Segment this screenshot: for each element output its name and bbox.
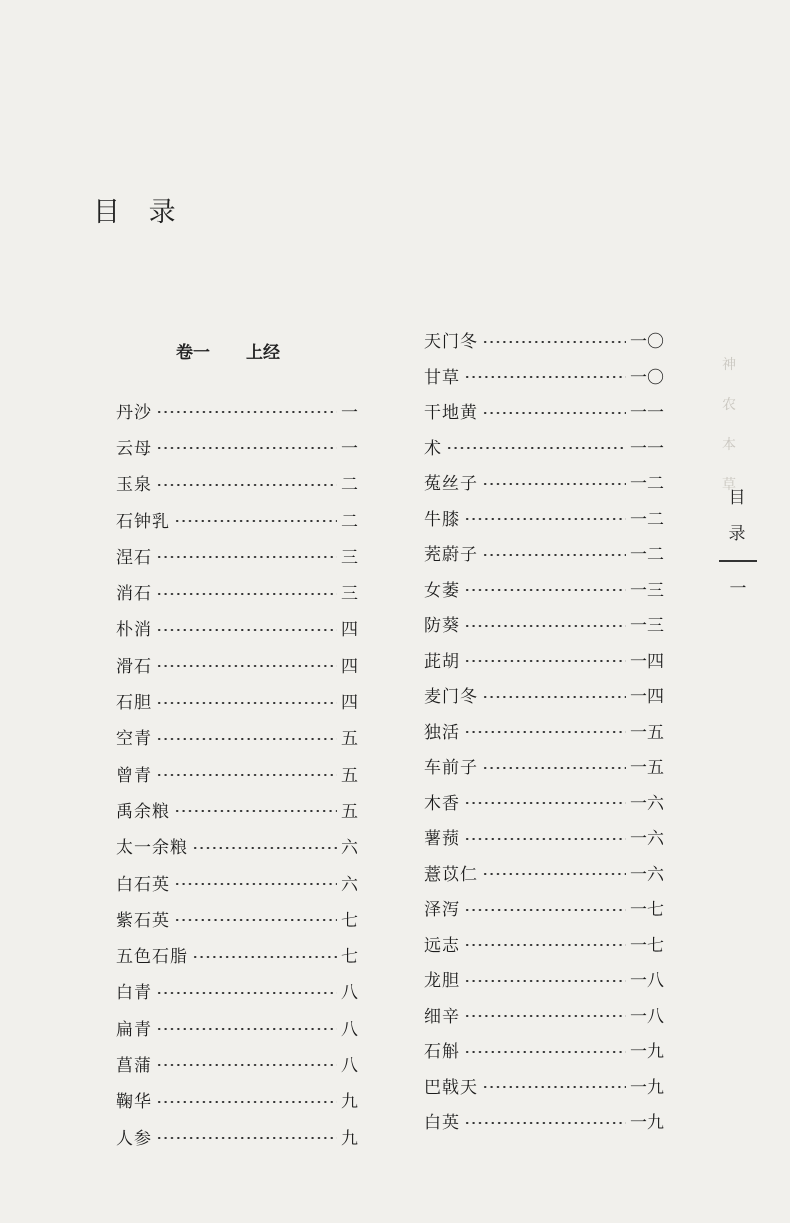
toc-entry-name: 曾青 [116, 765, 152, 786]
toc-entry-page: 一三 [630, 580, 664, 601]
toc-entry-page: 一二 [630, 474, 664, 495]
toc-entry[interactable] [116, 610, 358, 646]
toc-entry[interactable] [424, 997, 664, 1033]
dot-leader [156, 738, 337, 740]
toc-entry-page: 七 [341, 947, 358, 968]
toc-entry[interactable] [116, 828, 358, 864]
dot-leader [156, 411, 337, 413]
toc-entry[interactable] [116, 1082, 358, 1118]
volume-heading [176, 338, 280, 363]
dot-leader [464, 731, 626, 733]
toc-entry-page: 八 [341, 983, 358, 1004]
toc-entry-name: 牛膝 [424, 509, 460, 530]
dot-leader [464, 1122, 626, 1124]
dot-leader [464, 980, 626, 982]
toc-entry-name: 五色石脂 [116, 947, 188, 968]
dot-leader [482, 767, 626, 769]
toc-entry-name: 云母 [116, 438, 152, 459]
page-number: 一 [729, 579, 747, 599]
toc-entry[interactable] [116, 973, 358, 1009]
toc-entry-page: 五 [341, 801, 358, 822]
toc-entry-name: 石斛 [424, 1042, 460, 1063]
dot-leader [464, 660, 626, 662]
toc-column-right [424, 322, 664, 1139]
toc-entry-page: 九 [341, 1128, 358, 1149]
side-label-char: 录 [728, 524, 746, 544]
toc-entry[interactable] [116, 501, 358, 537]
toc-entry[interactable] [116, 791, 358, 827]
side-running-head [727, 480, 747, 552]
toc-entry-page: 一五 [630, 758, 664, 779]
toc-entry-page: 一一 [630, 438, 664, 459]
dot-leader [156, 593, 337, 595]
toc-entry-name: 龙胆 [424, 971, 460, 992]
toc-entry-name: 涅石 [116, 547, 152, 568]
toc-entry[interactable] [424, 961, 664, 997]
toc-entry[interactable] [116, 573, 358, 609]
toc-entry-page: 六 [341, 838, 358, 859]
toc-entry-page: 一 [341, 402, 358, 423]
toc-entry-page: 一四 [630, 687, 664, 708]
toc-entry-page: 三 [341, 584, 358, 605]
toc-entry-name: 石胆 [116, 693, 152, 714]
dot-leader [482, 483, 626, 485]
toc-entry-page: 五 [341, 765, 358, 786]
dot-leader [156, 1137, 337, 1139]
toc-entry[interactable] [424, 571, 664, 607]
dot-leader [156, 1064, 337, 1066]
toc-entry-name: 天门冬 [424, 332, 478, 353]
toc-entry-name: 紫石英 [116, 910, 170, 931]
toc-entry[interactable] [116, 864, 358, 900]
dot-leader [464, 838, 626, 840]
dot-leader [464, 1051, 626, 1053]
dot-leader [156, 447, 337, 449]
toc-entry-name: 泽泻 [424, 900, 460, 921]
toc-entry-name: 巴戟天 [424, 1077, 478, 1098]
toc-entry-name: 远志 [424, 935, 460, 956]
toc-entry-page: 六 [341, 874, 358, 895]
toc-entry-name: 薏苡仁 [424, 864, 478, 885]
toc-entry-page: 一 [341, 438, 358, 459]
toc-entry[interactable] [424, 713, 664, 749]
dot-leader [156, 1028, 337, 1030]
toc-entry-name: 防葵 [424, 616, 460, 637]
dot-leader [174, 883, 337, 885]
toc-entry-name: 滑石 [116, 656, 152, 677]
toc-entry-page: 一八 [630, 971, 664, 992]
toc-entry-page: 一六 [630, 793, 664, 814]
toc-entry-page: 二 [341, 475, 358, 496]
toc-entry-page: 一九 [630, 1042, 664, 1063]
dot-leader [174, 520, 337, 522]
dot-leader [464, 909, 626, 911]
toc-entry-page: 四 [341, 656, 358, 677]
toc-entry-page: 一九 [630, 1113, 664, 1134]
dot-leader [464, 1015, 626, 1017]
toc-entry[interactable] [116, 936, 358, 972]
toc-entry-page: 一六 [630, 864, 664, 885]
toc-entry[interactable] [424, 784, 664, 820]
toc-entry[interactable] [424, 890, 664, 926]
toc-entry-name: 干地黄 [424, 403, 478, 424]
toc-entry[interactable] [116, 682, 358, 718]
toc-entry-page: 一一 [630, 403, 664, 424]
toc-entry-page: 三 [341, 547, 358, 568]
toc-entry-name: 甘草 [424, 367, 460, 388]
toc-entry-name: 白石英 [116, 874, 170, 895]
toc-entry-page: 一四 [630, 651, 664, 672]
side-divider [719, 560, 757, 562]
toc-entry[interactable] [116, 428, 358, 464]
toc-column-left [116, 392, 358, 1154]
volume-label: 卷一 [176, 343, 210, 363]
toc-entry-page: 四 [341, 693, 358, 714]
toc-entry-page: 一七 [630, 900, 664, 921]
toc-entry-name: 茈胡 [424, 651, 460, 672]
dot-leader [174, 810, 337, 812]
toc-entry-name: 麦门冬 [424, 687, 478, 708]
toc-entry-page: 一二 [630, 545, 664, 566]
toc-entry-name: 太一余粮 [116, 838, 188, 859]
toc-entry[interactable] [116, 719, 358, 755]
toc-entry-page: 一二 [630, 509, 664, 530]
toc-entry-name: 术 [424, 438, 442, 459]
page-title: 目 录 [93, 197, 186, 228]
toc-entry-page: 七 [341, 910, 358, 931]
dot-leader [464, 944, 626, 946]
toc-entry-name: 菟丝子 [424, 474, 478, 495]
toc-entry-page: 一八 [630, 1006, 664, 1027]
dot-leader [156, 992, 337, 994]
dot-leader [464, 589, 626, 591]
toc-entry[interactable] [424, 1103, 664, 1139]
toc-entry[interactable] [424, 677, 664, 713]
toc-entry[interactable] [424, 464, 664, 500]
toc-entry-page: 四 [341, 620, 358, 641]
toc-entry-page: 八 [341, 1019, 358, 1040]
dot-leader [156, 702, 337, 704]
toc-entry-name: 空青 [116, 729, 152, 750]
dot-leader [482, 412, 626, 414]
toc-entry[interactable] [424, 535, 664, 571]
toc-entry[interactable] [424, 500, 664, 536]
dot-leader [156, 665, 337, 667]
dot-leader [446, 447, 626, 449]
toc-entry-name: 白英 [424, 1113, 460, 1134]
toc-entry-name: 独活 [424, 722, 460, 743]
toc-entry-name: 车前子 [424, 758, 478, 779]
toc-entry[interactable] [424, 642, 664, 678]
side-label-char: 目 [728, 488, 746, 508]
toc-entry-name: 菖蒲 [116, 1055, 152, 1076]
toc-entry-name: 木香 [424, 793, 460, 814]
dot-leader [482, 341, 626, 343]
toc-entry-page: 一〇 [630, 367, 664, 388]
toc-entry[interactable] [424, 429, 664, 465]
volume-subtitle: 上经 [246, 343, 280, 363]
dot-leader [464, 625, 626, 627]
toc-entry-page: 二 [341, 511, 358, 532]
toc-entry[interactable] [424, 1068, 664, 1104]
toc-entry[interactable] [424, 358, 664, 394]
toc-entry[interactable] [116, 646, 358, 682]
dot-leader [482, 554, 626, 556]
toc-entry-name: 朴消 [116, 620, 152, 641]
toc-entry[interactable] [424, 819, 664, 855]
dot-leader [174, 919, 337, 921]
toc-entry[interactable] [424, 748, 664, 784]
toc-entry-name: 人参 [116, 1128, 152, 1149]
toc-entry-name: 细辛 [424, 1006, 460, 1027]
toc-entry-name: 白青 [116, 983, 152, 1004]
toc-entry[interactable] [424, 855, 664, 891]
toc-entry-page: 一七 [630, 935, 664, 956]
toc-entry[interactable] [424, 393, 664, 429]
toc-entry-name: 女萎 [424, 580, 460, 601]
toc-entry[interactable] [424, 322, 664, 358]
toc-entry-name: 鞠华 [116, 1092, 152, 1113]
toc-entry[interactable] [116, 465, 358, 501]
toc-entry-name: 禹余粮 [116, 801, 170, 822]
toc-entry-name: 玉泉 [116, 475, 152, 496]
dot-leader [192, 847, 337, 849]
toc-entry-page: 八 [341, 1055, 358, 1076]
toc-entry-name: 薯蓣 [424, 829, 460, 850]
toc-entry-page: 一五 [630, 722, 664, 743]
toc-entry[interactable] [424, 926, 664, 962]
dot-leader [464, 376, 626, 378]
toc-entry[interactable] [424, 1032, 664, 1068]
dot-leader [482, 1086, 626, 1088]
toc-entry-name: 石钟乳 [116, 511, 170, 532]
toc-entry[interactable] [116, 537, 358, 573]
bleed-through-text: 神 农 本 草 [722, 357, 736, 493]
toc-entry[interactable] [116, 392, 358, 428]
toc-entry-name: 茺蔚子 [424, 545, 478, 566]
toc-entry[interactable] [116, 900, 358, 936]
dot-leader [192, 956, 337, 958]
toc-entry-page: 一六 [630, 829, 664, 850]
dot-leader [156, 1101, 337, 1103]
dot-leader [464, 518, 626, 520]
toc-entry[interactable] [116, 1009, 358, 1045]
toc-entry-page: 五 [341, 729, 358, 750]
toc-entry[interactable] [116, 755, 358, 791]
toc-entry[interactable] [424, 606, 664, 642]
toc-entry-name: 消石 [116, 584, 152, 605]
toc-entry[interactable] [116, 1118, 358, 1154]
dot-leader [482, 696, 626, 698]
dot-leader [482, 873, 626, 875]
dot-leader [156, 556, 337, 558]
toc-entry-page: 一〇 [630, 332, 664, 353]
toc-entry-name: 扁青 [116, 1019, 152, 1040]
dot-leader [156, 484, 337, 486]
dot-leader [156, 774, 337, 776]
dot-leader [464, 802, 626, 804]
toc-entry[interactable] [116, 1045, 358, 1081]
toc-entry-page: 一九 [630, 1077, 664, 1098]
toc-entry-name: 丹沙 [116, 402, 152, 423]
toc-entry-page: 一三 [630, 616, 664, 637]
toc-entry-page: 九 [341, 1092, 358, 1113]
dot-leader [156, 629, 337, 631]
